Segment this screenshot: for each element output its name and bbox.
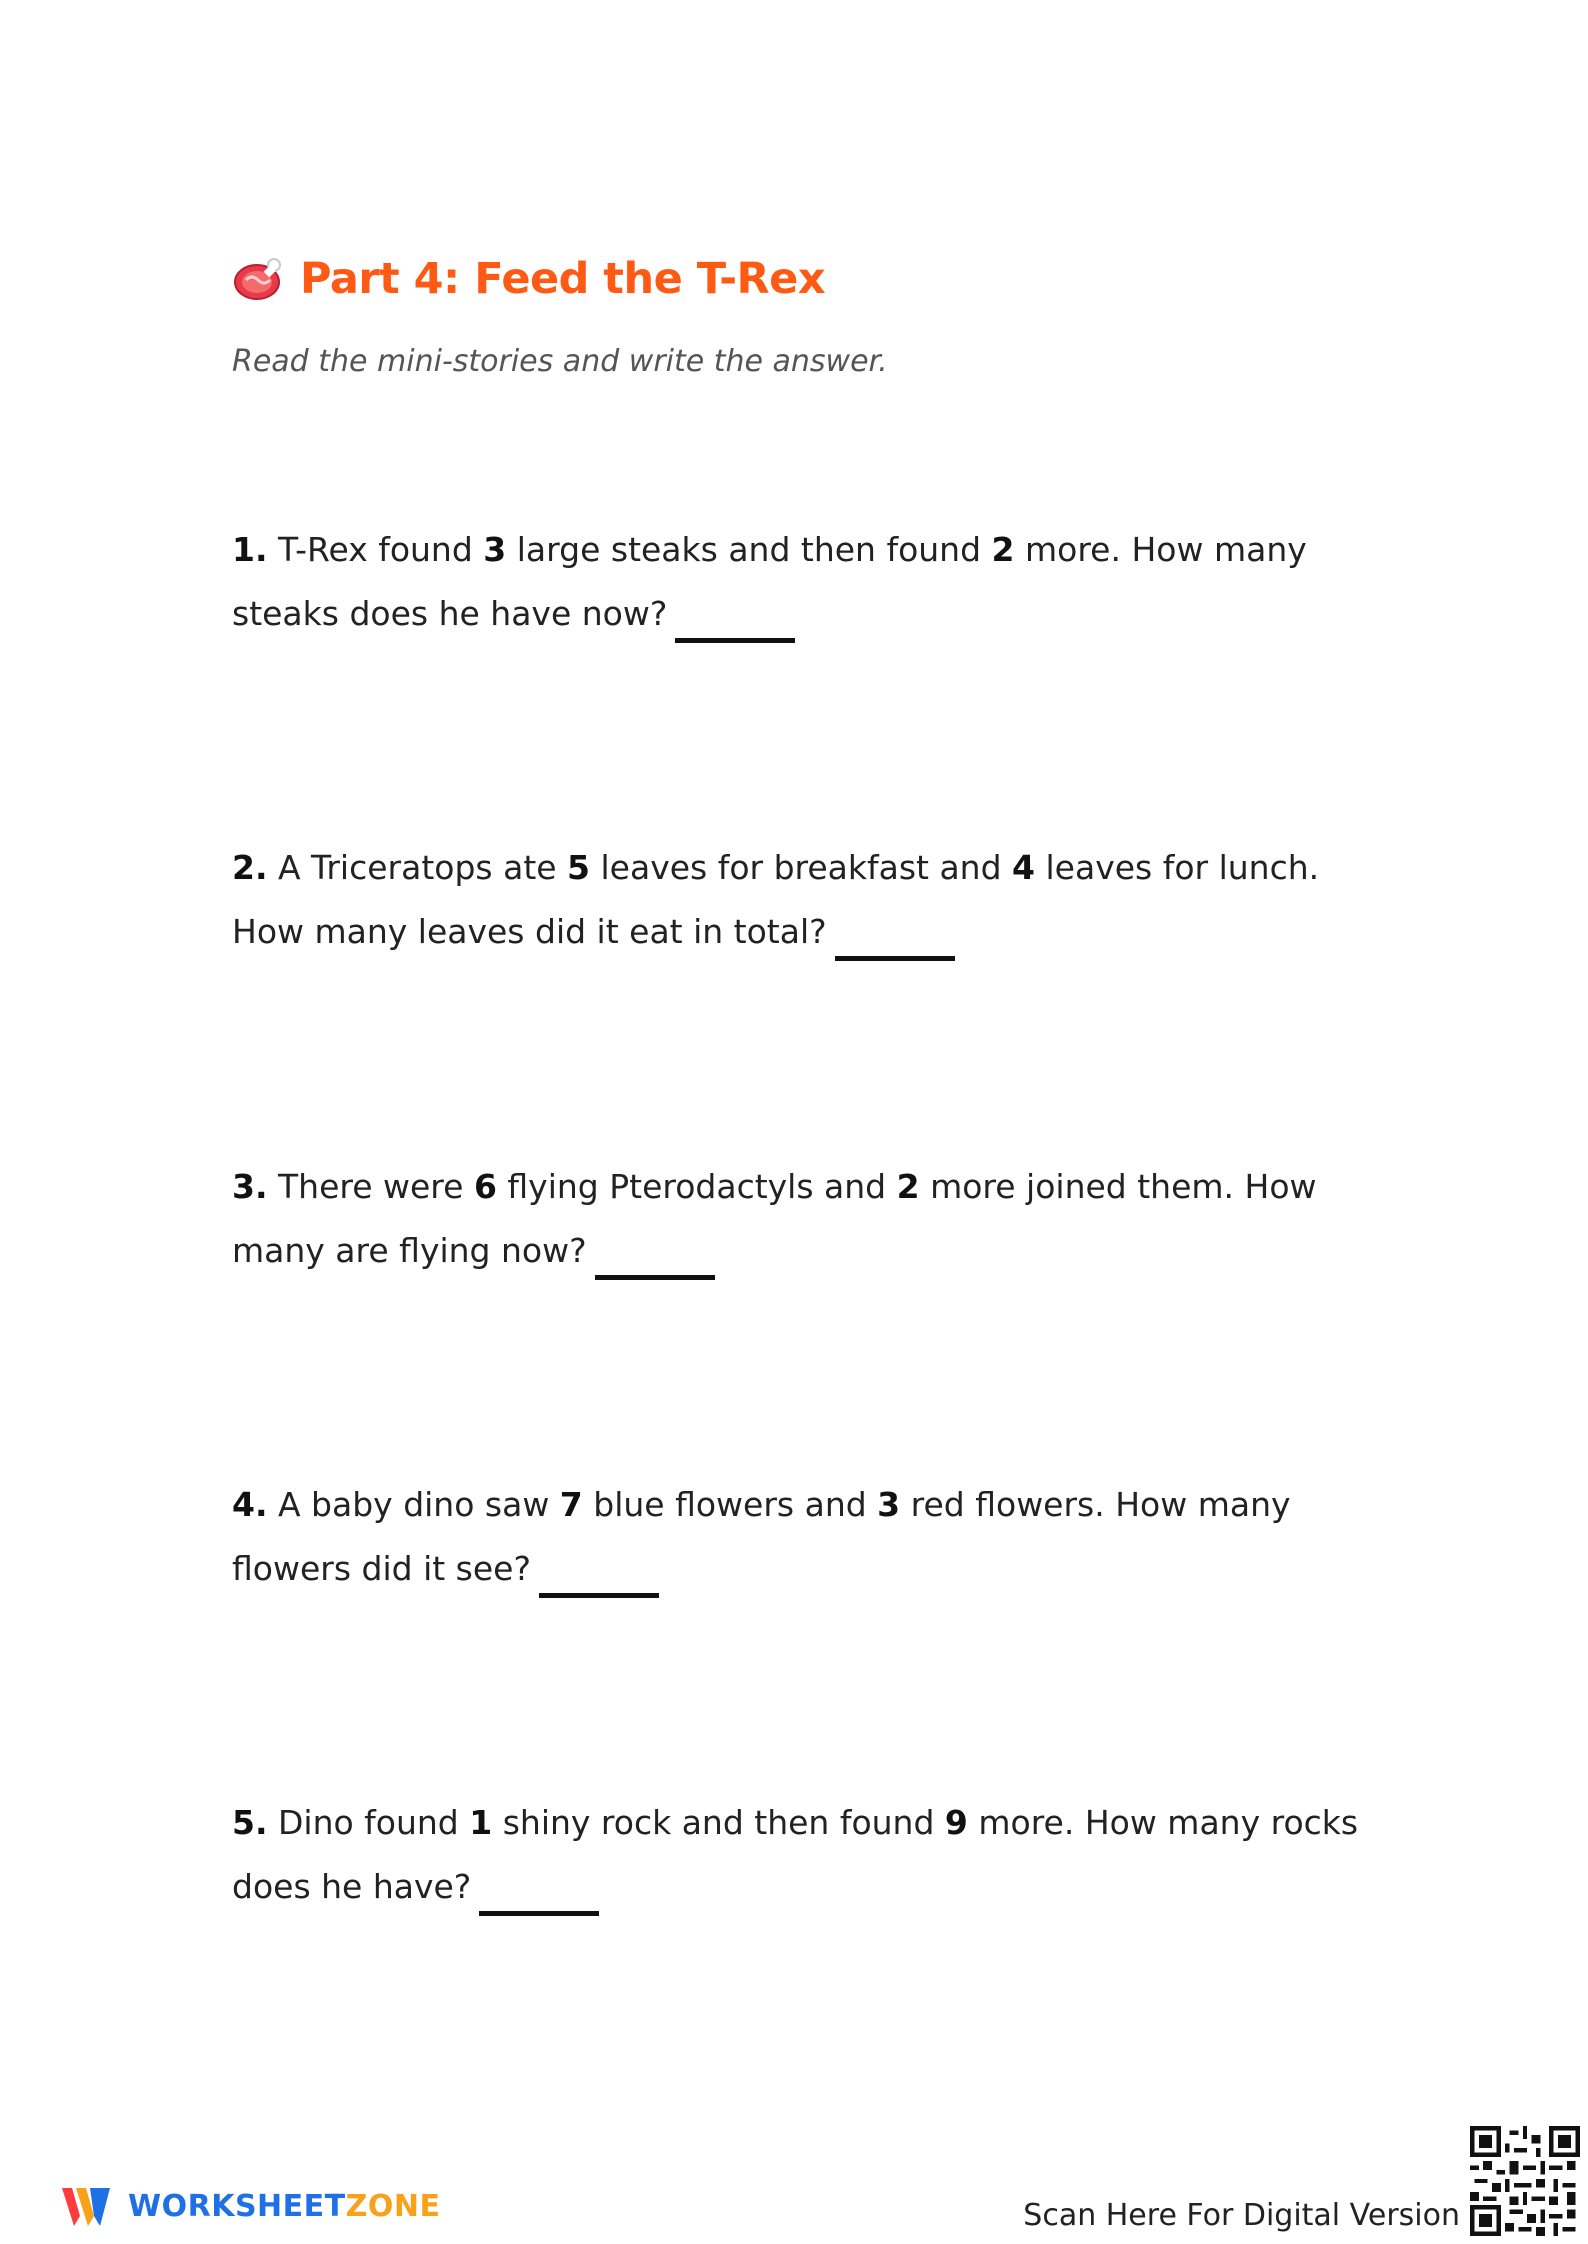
page-title: Part 4: Feed the T-Rex [300,254,826,304]
question-number: 1. [232,530,268,569]
question-text: shiny rock and then found [492,1803,945,1842]
steak-icon [232,252,286,306]
question-text: red flowers. How many flowers did it see? [232,1485,1291,1588]
question-2 [232,836,1372,964]
question-text: A Triceratops ate [267,848,568,887]
qr-code-icon[interactable] [1470,2126,1580,2236]
question-value: 7 [559,1485,583,1524]
question-value: 9 [944,1803,968,1842]
question-3 [232,1155,1372,1283]
question-text: blue flowers and [582,1485,878,1524]
question-value: 4 [1012,848,1036,887]
question-text: leaves for lunch. How many leaves did it eat in total? [232,848,1320,951]
question-value: 6 [473,1167,497,1206]
question-text: large steaks and then found [506,530,992,569]
question-text: T-Rex found [267,530,484,569]
answer-blank[interactable] [539,1593,659,1598]
question-text: flying Pterodactyls and [496,1167,897,1206]
question-value: 5 [567,848,591,887]
scan-caption: Scan Here For Digital Version [1023,2198,1460,2233]
question-number: 3. [232,1167,268,1206]
question-text: There were [267,1167,474,1206]
answer-blank[interactable] [835,956,955,961]
question-number: 4. [232,1485,268,1524]
question-5 [232,1791,1372,1919]
question-value: 3 [483,530,507,569]
question-number: 5. [232,1803,268,1842]
logo-text: WORKSHEETZONE [128,2188,441,2224]
question-value: 3 [877,1485,901,1524]
question-text: Dino found [267,1803,470,1842]
question-text: A baby dino saw [267,1485,560,1524]
question-text: more joined them. How many are flying now? [232,1167,1317,1270]
question-value: 1 [469,1803,493,1842]
question-value: 2 [991,530,1015,569]
worksheetzone-logo[interactable] [58,2180,440,2232]
answer-blank[interactable] [479,1911,599,1916]
question-value: 2 [896,1167,920,1206]
answer-blank[interactable] [595,1275,715,1280]
section-header [232,252,825,306]
question-4 [232,1473,1372,1601]
instructions: Read the mini-stories and write the answer. [232,344,888,379]
question-text: more. How many rocks does he have? [232,1803,1359,1906]
question-text: leaves for breakfast and [590,848,1013,887]
question-1 [232,518,1372,646]
question-number: 2. [232,848,268,887]
answer-blank[interactable] [675,638,795,643]
logo-mark-icon [58,2180,114,2232]
question-text: more. How many steaks does he have now? [232,530,1307,633]
